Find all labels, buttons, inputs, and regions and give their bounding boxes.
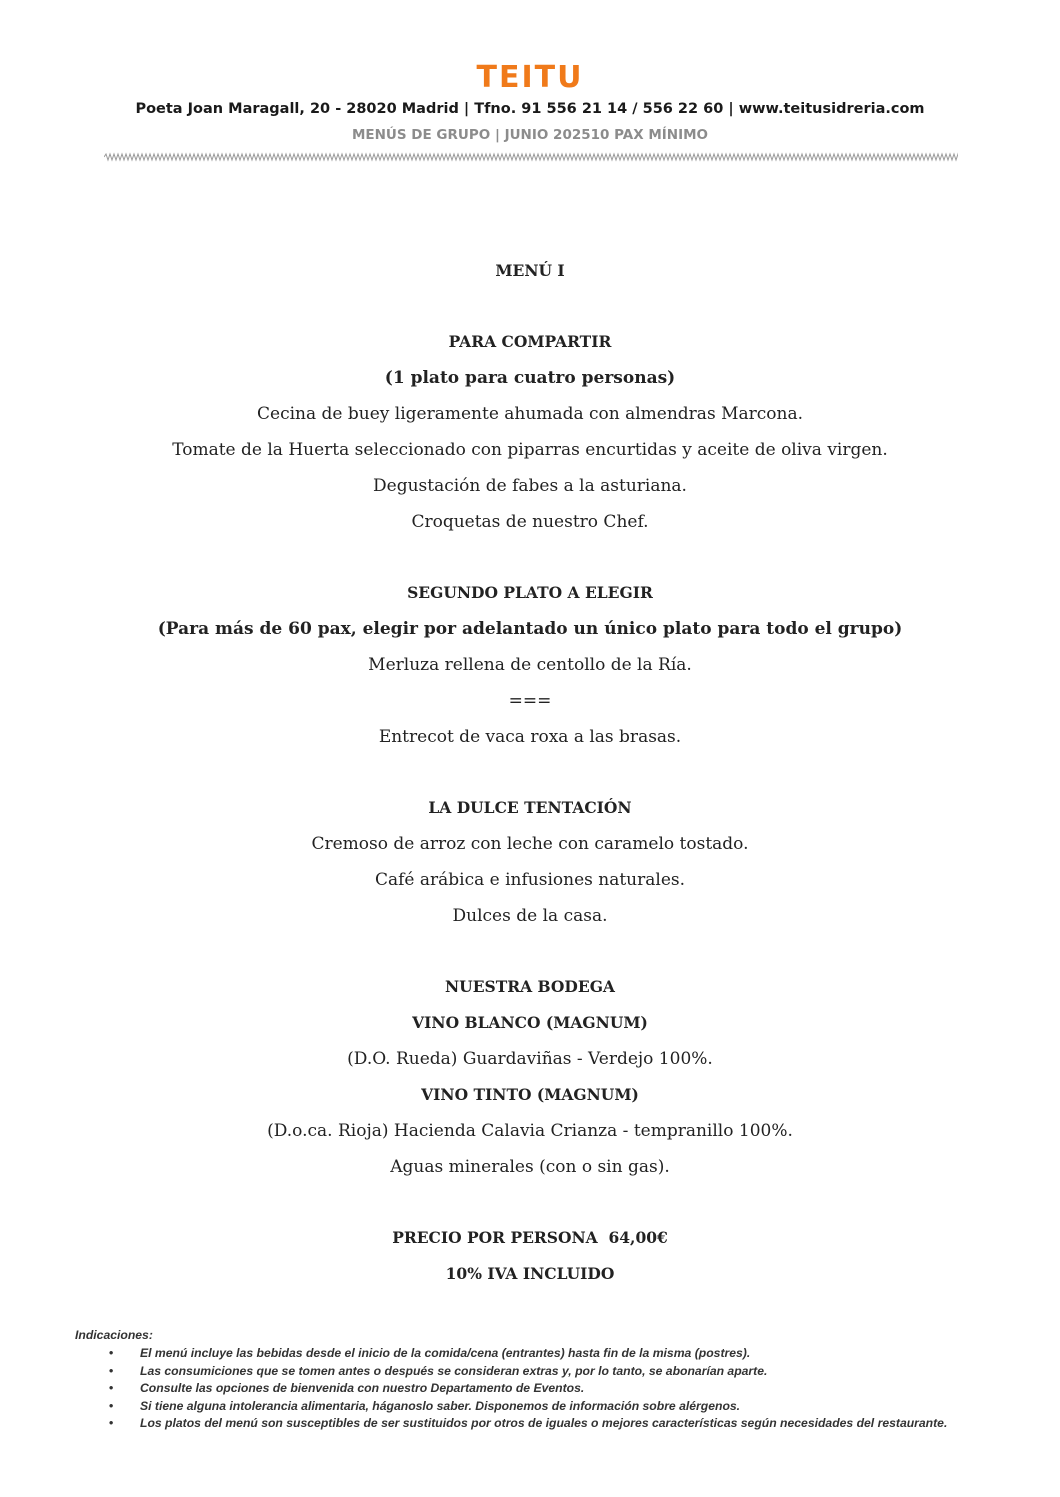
menu-title: MENÚ I <box>495 261 565 280</box>
white-wine: (D.O. Rueda) Guardaviñas - Verdejo 100%. <box>347 1049 713 1069</box>
cellar-heading: NUESTRA BODEGA <box>445 977 615 996</box>
dessert-heading: LA DULCE TENTACIÓN <box>428 798 632 817</box>
list-item <box>75 1345 955 1363</box>
share-heading: PARA COMPARTIR <box>448 332 612 351</box>
share-item: Tomate de la Huerta seleccionado con piparras encurtidas y aceite de oliva virgen. <box>172 440 888 460</box>
list-item <box>75 1363 955 1381</box>
second-option: Merluza rellena de centollo de la Ría. <box>368 655 692 675</box>
bullet-icon: • <box>109 1381 114 1395</box>
note-text: Si tiene alguna intolerancia alimentaria, háganoslo saber. Disponemos de información sobre alérgenos. <box>140 1398 741 1413</box>
second-note: (Para más de 60 pax, elegir por adelantado un único plato para todo el grupo) <box>157 619 903 639</box>
menu-content <box>0 253 1060 1292</box>
dessert-item: Dulces de la casa. <box>452 906 608 926</box>
notes-list <box>75 1345 955 1433</box>
note-text: El menú incluye las bebidas desde el inicio de la comida/cena (entrantes) hasta fin de la misma (postres). <box>140 1346 751 1360</box>
bullet-icon: • <box>109 1346 114 1360</box>
second-heading: SEGUNDO PLATO A ELEGIR <box>407 583 653 602</box>
list-item <box>75 1398 955 1416</box>
share-item: Degustación de fabes a la asturiana. <box>373 476 687 496</box>
option-separator: === <box>508 691 552 711</box>
restaurant-address: Poeta Joan Maragall, 20 - 28020 Madrid | Tfno. 91 556 21 14 / 556 22 60 | www.teitusidreria.com <box>135 101 925 117</box>
share-item: Croquetas de nuestro Chef. <box>411 512 649 532</box>
list-item <box>75 1380 955 1398</box>
red-wine-heading: VINO TINTO (MAGNUM) <box>421 1085 639 1104</box>
bullet-icon: • <box>109 1398 114 1413</box>
second-option: Entrecot de vaca roxa a las brasas. <box>378 727 682 747</box>
brand-logo: TEITU <box>476 60 584 95</box>
notes-title: Indicaciones: <box>75 1328 153 1342</box>
note-text: Consulte las opciones de bienvenida con nuestro Departamento de Eventos. <box>140 1381 585 1395</box>
white-wine-heading: VINO BLANCO (MAGNUM) <box>412 1013 648 1032</box>
bullet-icon: • <box>109 1416 114 1430</box>
document-subtitle: MENÚS DE GRUPO | JUNIO 202510 PAX MÍNIMO <box>351 127 709 143</box>
dessert-item: Cremoso de arroz con leche con caramelo tostado. <box>311 834 749 854</box>
red-wine: (D.o.ca. Rioja) Hacienda Calavia Crianza - tempranillo 100%. <box>267 1121 793 1141</box>
water: Aguas minerales (con o sin gas). <box>390 1157 670 1177</box>
list-item <box>75 1415 955 1433</box>
price-per-person: PRECIO POR PERSONA 64,00€ <box>392 1228 668 1247</box>
note-text: Las consumiciones que se tomen antes o después se consideran extras y, por lo tanto, se abonarían aparte. <box>140 1363 768 1378</box>
share-item: Cecina de buey ligeramente ahumada con almendras Marcona. <box>257 404 803 424</box>
bullet-icon: • <box>109 1363 114 1378</box>
notes-section <box>75 1328 955 1433</box>
share-note: (1 plato para cuatro personas) <box>384 368 676 388</box>
decorative-divider <box>104 152 958 162</box>
vat-included: 10% IVA INCLUIDO <box>445 1264 615 1283</box>
note-text: Los platos del menú son susceptibles de ser sustituidos por otros de iguales o mejores características según necesidades del restaurante. <box>140 1416 948 1430</box>
dessert-item: Café arábica e infusiones naturales. <box>374 870 686 890</box>
